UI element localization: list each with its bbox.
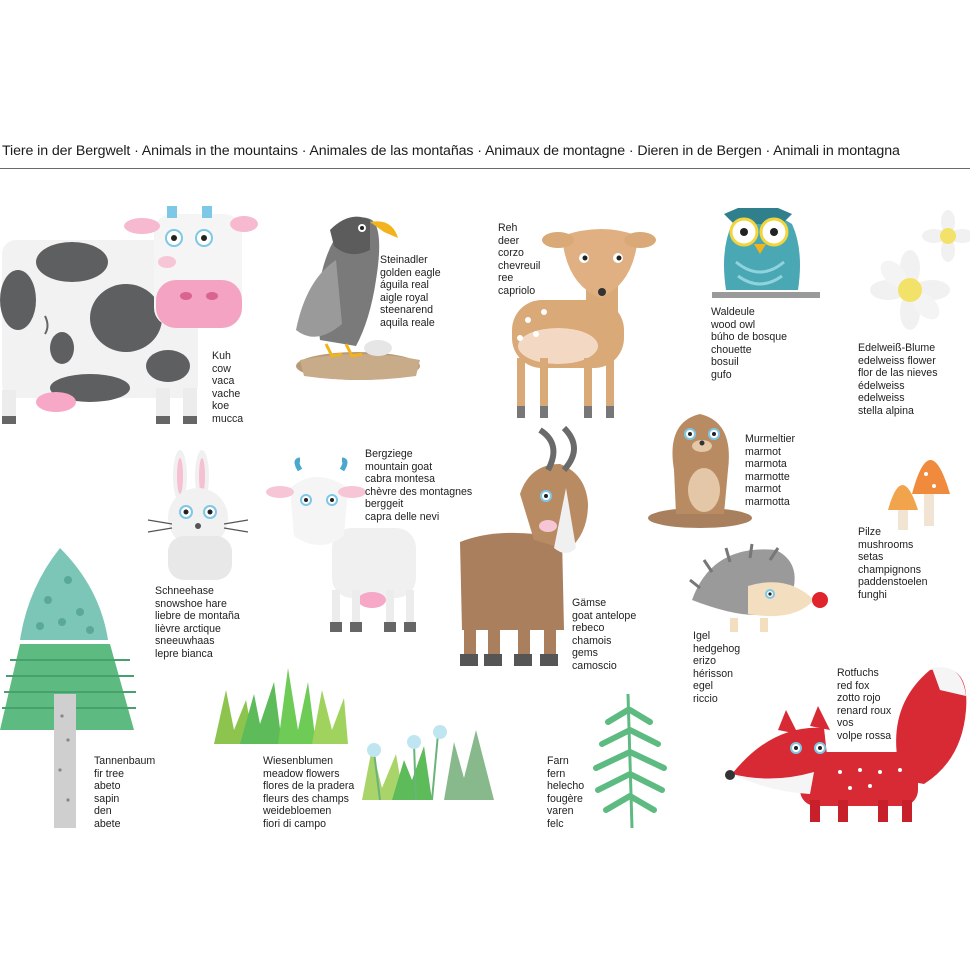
hedgehog-illustration [690,544,828,632]
poster-title: Tiere in der Bergwelt · Animals in the mountains · Animales de las montañas · Animaux de montagne · Dieren in de Bergen · Animali in montagna [2,143,900,159]
owl-illustration [712,208,820,298]
label-edelweiss: Edelweiß-Blume edelweiss flower flor de las nieves édelweiss edelweiss stella alpina [858,342,938,417]
hare-illustration [148,450,248,580]
label-mushrooms: Pilze mushrooms setas champignons paddenstoelen funghi [858,526,928,601]
label-cow: Kuh cow vaca vache koe mucca [212,350,244,425]
label-hedgehog: Igel hedgehog erizo hérisson egel riccio [693,630,741,705]
label-deer: Reh deer corzo chevreuil ree capriolo [498,222,541,297]
label-fox: Rotfuchs red fox zotto rojo renard roux vos volpe rossa [837,667,892,742]
marmot-illustration [648,414,752,528]
edelweiss-illustration [870,210,970,330]
label-meadow-flowers: Wiesenblumen meadow flowers flores de la pradera fleurs des champs weidebloemen fiori di campo [263,755,355,830]
fern-illustration [596,694,664,828]
label-eagle: Steinadler golden eagle águila real aigle royal steenarend aquila reale [380,254,441,329]
label-fern: Farn fern helecho fougère varen felc [547,755,585,830]
label-hare: Schneehase snowshoe hare liebre de montaña lièvre arctique sneeuwhaas lepre bianca [155,585,240,660]
label-chamois: Gämse goat antelope rebeco chamois gems camoscio [572,597,637,672]
label-mountain-goat: Bergziege mountain goat cabra montesa chèvre des montagnes berggeit capra delle nevi [365,448,473,523]
label-fir-tree: Tannenbaum fir tree abeto sapin den abete [94,755,156,830]
label-owl: Waldeule wood owl búho de bosque chouette bosuil gufo [711,306,787,381]
chamois-illustration [460,428,588,666]
mushrooms-illustration [888,460,950,530]
label-marmot: Murmeltier marmot marmota marmotte marmot marmotta [745,433,796,508]
